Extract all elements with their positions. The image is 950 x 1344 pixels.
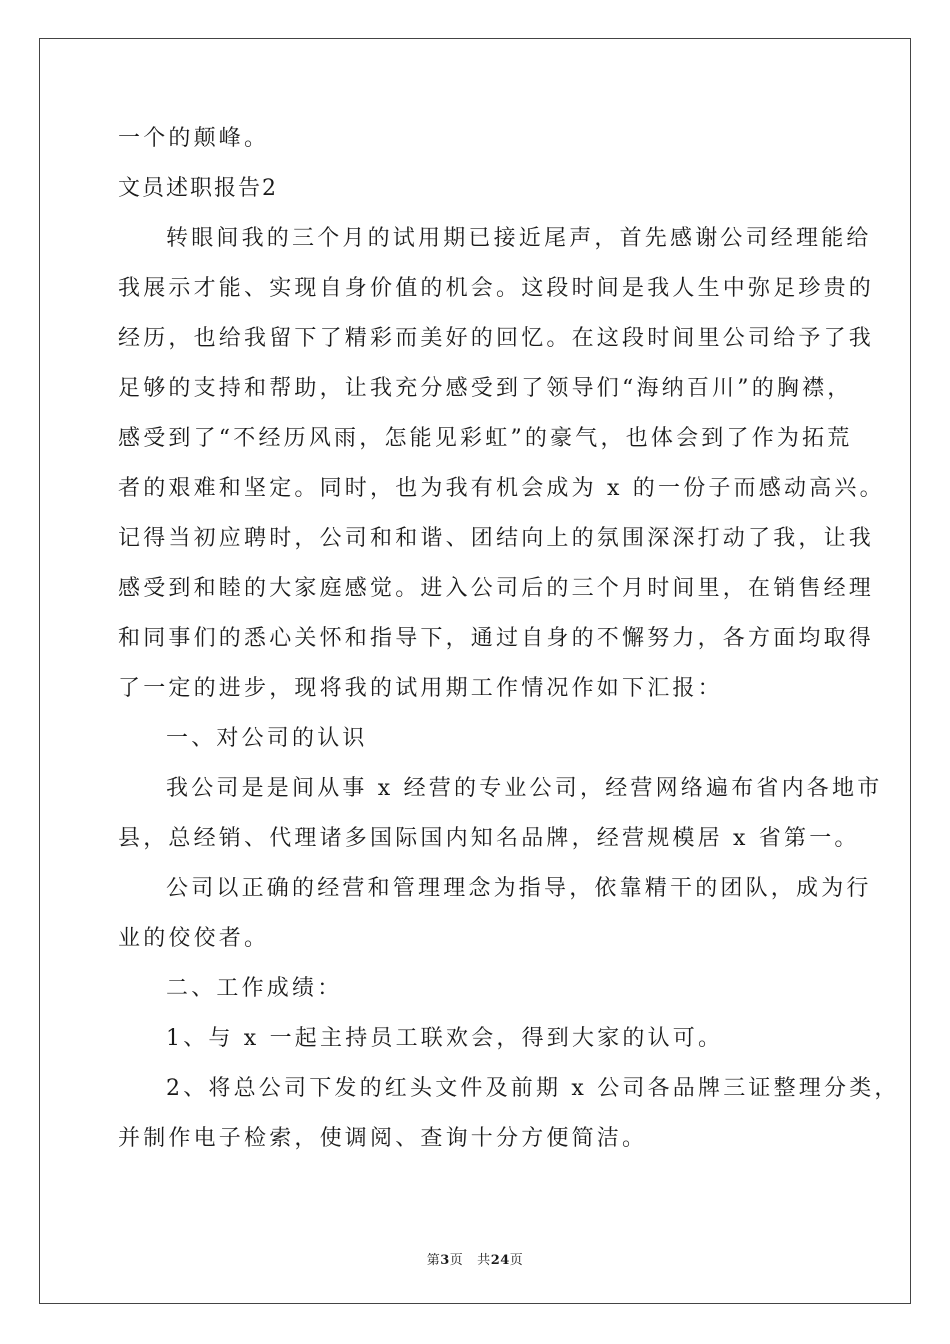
text-line: 业的佼佼者。: [118, 926, 270, 951]
text-line: 者的艰难和坚定。同时，也为我有机会成为 x 的一份子而感动高兴。: [118, 476, 885, 501]
text-line: 感受到了“不经历风雨，怎能见彩虹”的豪气，也体会到了作为拓荒: [118, 426, 853, 451]
section-title: 文员述职报告2: [118, 176, 278, 201]
page-suffix: 页: [449, 1253, 464, 1268]
text-line: 经历，也给我留下了精彩而美好的回忆。在这段时间里公司给予了我: [118, 326, 875, 351]
subheading: 一、对公司的认识: [166, 726, 368, 751]
text-line: 和同事们的悉心关怀和指导下，通过自身的不懈努力，各方面均取得: [118, 626, 875, 651]
page-prefix: 第: [426, 1253, 441, 1268]
text-line: 记得当初应聘时，公司和和谐、团结向上的氛围深深打动了我，让我: [118, 526, 875, 551]
text-line: 我展示才能、实现自身价值的机会。这段时间是我人生中弥足珍贵的: [118, 276, 875, 301]
text-line: 足够的支持和帮助，让我充分感受到了领导们“海纳百川”的胸襟，: [118, 376, 853, 401]
text-line: 并制作电子检索，使调阅、查询十分方便简洁。: [118, 1126, 648, 1151]
total-prefix: 共: [477, 1253, 491, 1268]
list-item: 1、与 x 一起主持员工联欢会，得到大家的认可。: [166, 1026, 724, 1051]
text-line: 转眼间我的三个月的试用期已接近尾声，首先感谢公司经理能给: [166, 226, 872, 251]
text-line: 了一定的进步，现将我的试用期工作情况作如下汇报：: [118, 676, 723, 701]
total-suffix: 页: [509, 1253, 524, 1268]
text-line: 感受到和睦的大家庭感觉。进入公司后的三个月时间里，在销售经理: [118, 576, 875, 601]
page-footer: [0, 1249, 950, 1268]
text-line: 一个的颠峰。: [118, 126, 270, 151]
page-number: 3: [440, 1253, 450, 1268]
text-line: 我公司是是间从事 x 经营的专业公司，经营网络遍布省内各地市: [166, 776, 883, 801]
text-line: 县，总经销、代理诸多国际国内知名品牌，经营规模居 x 省第一。: [118, 826, 860, 851]
list-item: 2、将总公司下发的红头文件及前期 x 公司各品牌三证整理分类，: [166, 1076, 900, 1101]
text-line: 公司以正确的经营和管理理念为指导，依靠精干的团队，成为行: [166, 876, 872, 901]
total-pages: 24: [490, 1253, 510, 1268]
subheading: 二、工作成绩：: [166, 976, 343, 1001]
